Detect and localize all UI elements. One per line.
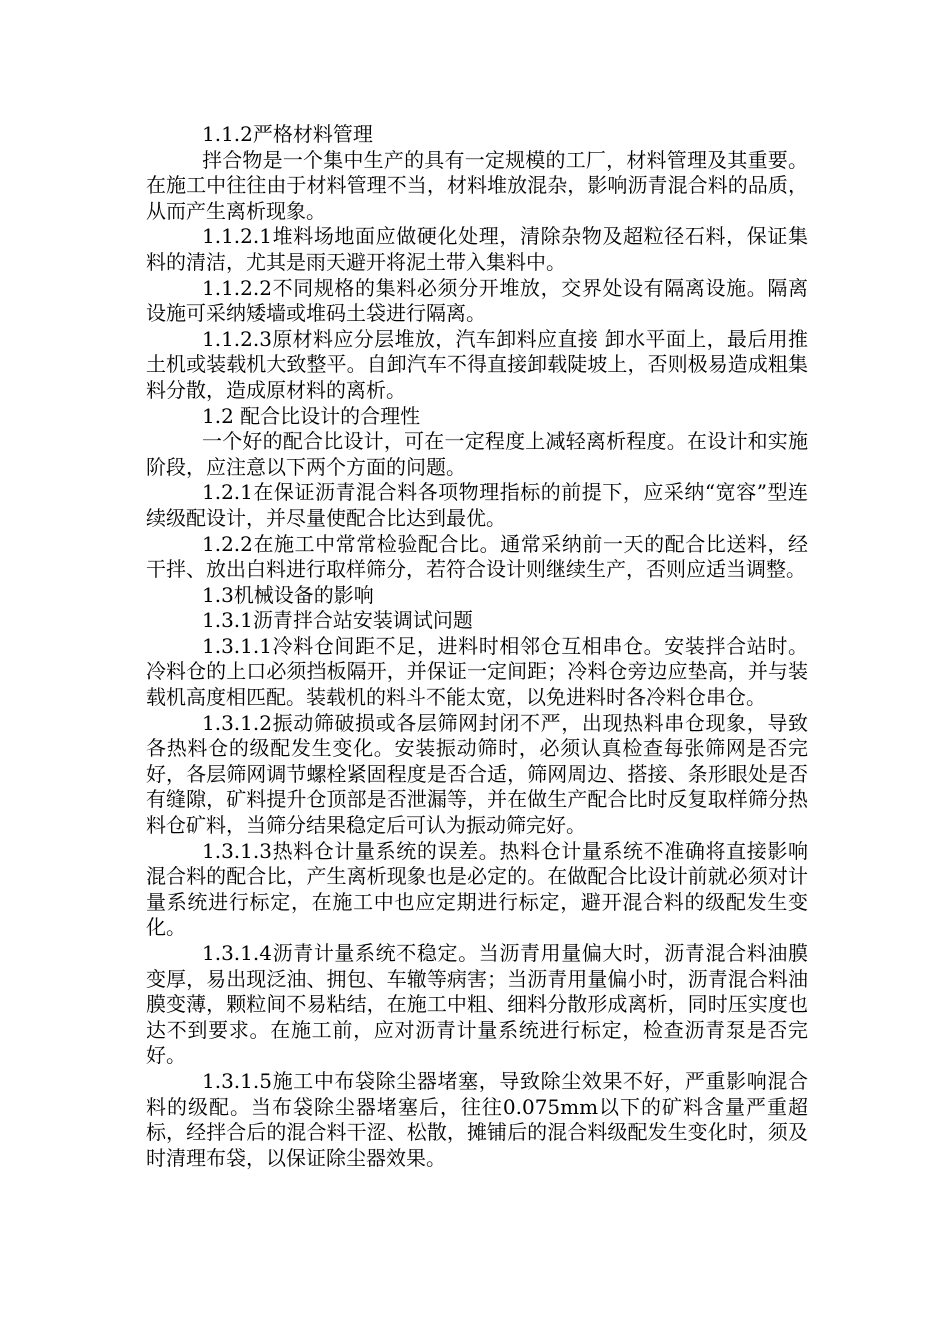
paragraph: 1.3.1.3热料仓计量系统的误差。热料仓计量系统不准确将直接影响混合料的配合比，产生离析现象也是必定的。在做配合比设计前就必须对计量系统进行标定，在施工中也应定期进行标定，避开混合料的级配发生变化。 xyxy=(146,838,808,940)
paragraph: 1.1.2.3原材料应分层堆放，汽车卸料应直接 卸水平面上，最后用推土机或装载机大致整平。自卸汽车不得直接卸载陡坡上，否则极易造成粗集料分散，造成原材料的离析。 xyxy=(146,326,808,402)
paragraph: 拌合物是一个集中生产的具有一定规模的工厂，材料管理及其重要。在施工中往往由于材料管理不当，材料堆放混杂，影响沥青混合料的品质，从而产生离析现象。 xyxy=(146,147,808,223)
section-heading-1-2: 1.2 配合比设计的合理性 xyxy=(202,403,421,428)
section-heading-1-3: 1.3机械设备的影响 xyxy=(202,582,374,607)
paragraph: 1.1.2.2不同规格的集料必须分开堆放，交界处设有隔离设施。隔离设施可采纳矮墙或堆码土袋进行隔离。 xyxy=(146,275,808,326)
paragraph: 一个好的配合比设计，可在一定程度上减轻离析程度。在设计和实施阶段，应注意以下两个方面的问题。 xyxy=(146,429,808,479)
document-body xyxy=(146,122,808,1171)
paragraph: 1.2.2在施工中常常检验配合比。通常采纳前一天的配合比送料，经干拌、放出白料进行取样筛分，若符合设计则继续生产，否则应适当调整。 xyxy=(146,531,808,582)
paragraph: 1.1.2.1堆料场地面应做硬化处理，清除杂物及超粒径石料，保证集料的清洁，尤其是雨天避开将泥土带入集料中。 xyxy=(146,224,808,274)
section-heading-1-3-1: 1.3.1沥青拌合站安装调试问题 xyxy=(202,608,473,633)
paragraph: 1.3.1.2振动筛破损或各层筛网封闭不严，出现热料串仓现象，导致各热料仓的级配发生变化。安装振动筛时，必须认真检查每张筛网是否完好，各层筛网调节螺栓紧固程度是否合适，筛网周边、搭接、条形眼处是否有缝隙，矿料提升仓顶部是否泄漏等，并在做生产配合比时反复取样筛分热料仓矿料，当筛分结果稳定后可认为振动筛完好。 xyxy=(146,710,808,838)
paragraph: 1.3.1.1冷料仓间距不足，进料时相邻仓互相串仓。安装拌合站时。冷料仓的上口必须挡板隔开，并保证一定间距；冷料仓旁边应垫高，并与装载机高度相匹配。装载机的料斗不能太宽，以免进料时各冷料仓串仓。 xyxy=(146,633,808,710)
paragraph: 1.2.1在保证沥青混合料各项物理指标的前提下，应采纳“宽容”型连续级配设计，并尽量使配合比达到最优。 xyxy=(146,480,808,530)
paragraph: 1.3.1.5施工中布袋除尘器堵塞，导致除尘效果不好，严重影响混合料的级配。当布袋除尘器堵塞后，往往0.075mm以下的矿料含量严重超标，经拌合后的混合料干涩、松散，摊铺后的混合料级配发生变化时，须及时清理布袋，以保证除尘器效果。 xyxy=(146,1068,808,1170)
paragraph: 1.3.1.4沥青计量系统不稳定。当沥青用量偏大时，沥青混合料油膜变厚，易出现泛油、拥包、车辙等病害；当沥青用量偏小时，沥青混合料油膜变薄，颗粒间不易粘结，在施工中粗、细料分散形成离析，同时压实度也达不到要求。在施工前，应对沥青计量系统进行标定，检查沥青泵是否完好。 xyxy=(146,941,808,1068)
section-heading-1-1-2: 1.1.2严格材料管理 xyxy=(202,122,373,146)
